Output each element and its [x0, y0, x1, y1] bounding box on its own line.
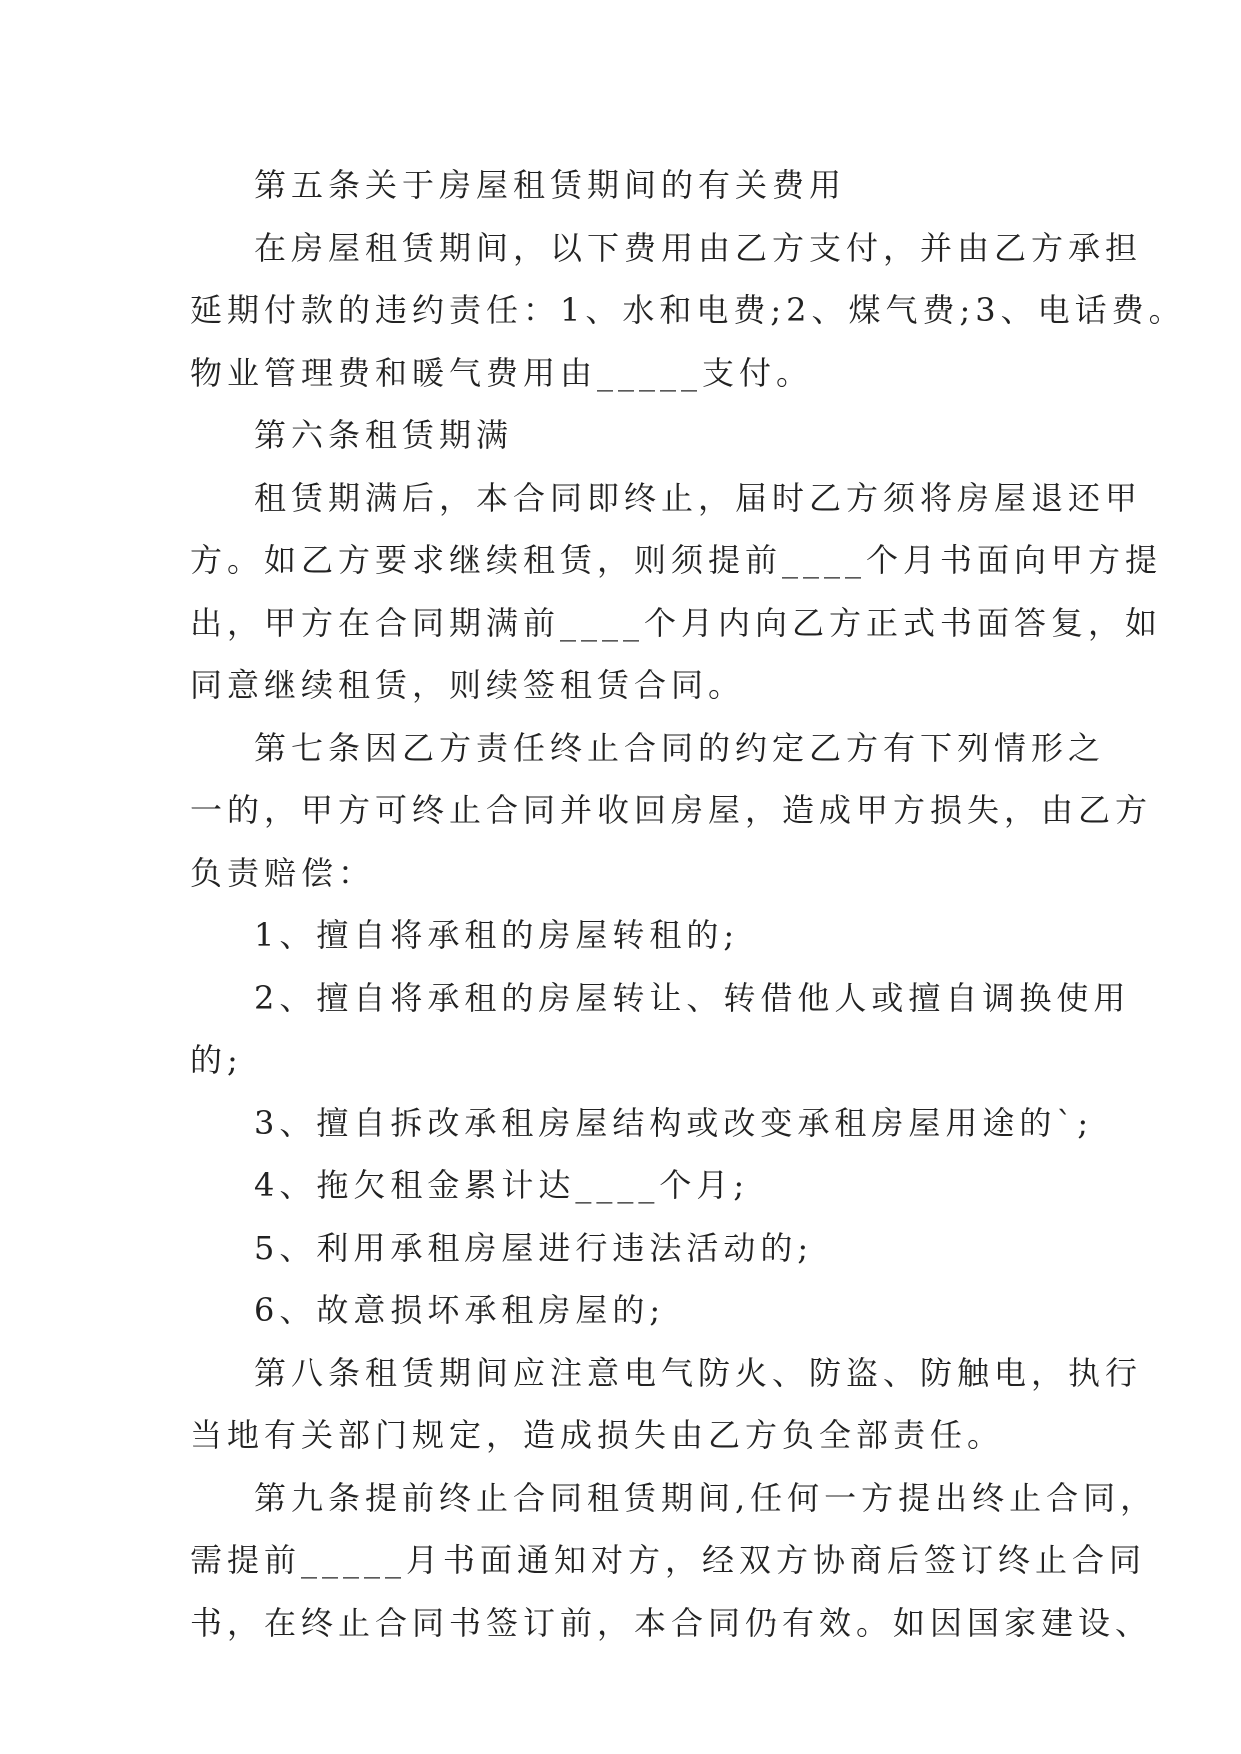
article-7-heading: 第七条因乙方责任终止合同的约定乙方有下列情形之	[254, 728, 1106, 767]
document-body	[190, 154, 1186, 1654]
text-line: 租赁期满后，本合同即终止，届时乙方须将房屋退还甲	[254, 478, 1143, 517]
text-line: 延期付款的违约责任：1、水和电费;2、煤气费;3、电话费。	[190, 291, 1186, 329]
text-line: 同意继续租赁，则续签租赁合同。	[190, 666, 746, 704]
list-item: 5、利用承租房屋进行违法活动的;	[254, 1228, 814, 1267]
text-line: 方。如乙方要求继续租赁，则须提前____个月书面向甲方提	[190, 541, 1163, 579]
article-9-heading: 第九条提前终止合同租赁期间,任何一方提出终止合同，	[254, 1478, 1158, 1517]
text-line: 物业管理费和暖气费用由_____支付。	[190, 353, 814, 392]
text-line: 书，在终止合同书签订前，本合同仍有效。如因国家建设、	[190, 1603, 1153, 1642]
text-line: 出，甲方在合同期满前____个月内向乙方正式书面答复，如	[190, 603, 1163, 642]
text-line: 的;	[190, 1041, 243, 1079]
list-item: 4、拖欠租金累计达____个月;	[254, 1166, 750, 1204]
list-item: 2、擅自将承租的房屋转让、转借他人或擅自调换使用	[254, 978, 1131, 1017]
text-line: 负责赔偿：	[190, 853, 376, 892]
list-item: 3、擅自拆改承租房屋结构或改变承租房屋用途的`;	[254, 1103, 1094, 1142]
article-8-heading: 第八条租赁期间应注意电气防火、防盗、防触电，执行	[254, 1353, 1143, 1392]
text-line: 当地有关部门规定，造成损失由乙方负全部责任。	[190, 1416, 1005, 1454]
text-line: 一的，甲方可终止合同并收回房屋，造成甲方损失，由乙方	[190, 791, 1153, 829]
list-item: 1、擅自将承租的房屋转租的;	[254, 916, 740, 954]
list-item: 6、故意损坏承租房屋的;	[254, 1291, 666, 1329]
article-5-heading: 第五条关于房屋租赁期间的有关费用	[254, 166, 847, 204]
article-6-heading: 第六条租赁期满	[254, 416, 514, 454]
text-line: 在房屋租赁期间，以下费用由乙方支付，并由乙方承担	[254, 228, 1143, 267]
text-line: 需提前_____月书面通知对方，经双方协商后签订终止合同	[190, 1541, 1147, 1579]
